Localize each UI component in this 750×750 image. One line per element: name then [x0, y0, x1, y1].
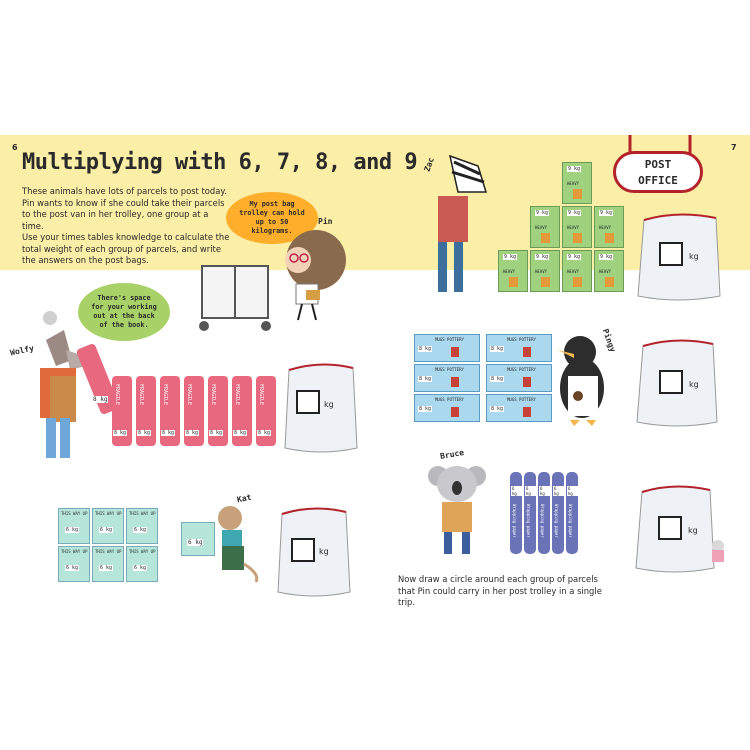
heavy-jar-icon — [541, 233, 550, 243]
kat-parcel-weight: 6 kg — [188, 539, 203, 546]
heavy-label: HEAVY — [599, 269, 612, 274]
roll-label: Wrapping paper — [554, 504, 559, 538]
answer-box-zac[interactable] — [659, 242, 683, 266]
heavy-label: HEAVY — [567, 225, 580, 230]
wrapping-paper-roll — [538, 472, 550, 554]
mugs-parcel-weight: 8 kg — [491, 406, 504, 412]
roll-weight: 6 kg — [567, 486, 578, 496]
heavy-parcel — [498, 250, 528, 292]
answer-box-fragile[interactable] — [296, 390, 320, 414]
post-bag-zac — [636, 208, 722, 304]
this-way-up-parcel-group — [58, 508, 158, 584]
heavy-label: HEAVY — [567, 181, 580, 186]
fragile-label: FRAGILE — [114, 384, 120, 406]
instruction-text: Use your times tables knowledge to calculate the total weight of each group of parcels, and write the answers on the post bags. — [22, 232, 230, 265]
heavy-parcel — [562, 206, 592, 248]
mugs-parcel-weight: 8 kg — [491, 376, 504, 382]
answer-box-kat[interactable] — [291, 538, 315, 562]
heavy-parcel — [562, 250, 592, 292]
this-way-up-label: THIS WAY UP — [61, 511, 88, 516]
kg-unit-kat: kg — [319, 547, 329, 556]
answer-box-bruce[interactable] — [658, 516, 682, 540]
heavy-parcel-weight: 9 kg — [568, 210, 581, 216]
mug-icon — [523, 407, 531, 417]
heavy-parcel-weight: 9 kg — [504, 254, 517, 260]
wrapping-paper-roll — [524, 472, 536, 554]
heavy-parcel — [594, 206, 624, 248]
kat-meerkat-illustration — [208, 500, 268, 584]
this-way-up-label: THIS WAY UP — [95, 549, 122, 554]
mugs-label: MUGS POTTERY — [435, 367, 464, 372]
this-way-up-label: THIS WAY UP — [95, 511, 122, 516]
kg-unit-fragile: kg — [324, 400, 334, 409]
post-bag-kat — [276, 502, 352, 602]
roll-weight: 6 kg — [525, 486, 536, 496]
this-way-up-label: THIS WAY UP — [61, 549, 88, 554]
fragile-parcel — [256, 376, 276, 446]
this-way-up-parcel — [92, 546, 124, 582]
roll-label: Wrapping paper — [526, 504, 531, 538]
fragile-parcel — [112, 376, 132, 446]
fragile-parcel-weight: 8 kg — [234, 430, 247, 436]
mugs-parcel — [486, 394, 552, 422]
roll-weight: 6 kg — [511, 486, 522, 496]
bruce-name-label: Bruce — [439, 447, 465, 462]
fragile-label: FRAGILE — [210, 384, 216, 406]
heavy-label: HEAVY — [535, 225, 548, 230]
fragile-label: FRAGILE — [186, 384, 192, 406]
fragile-label: FRAGILE — [234, 384, 240, 406]
mugs-parcel-weight: 8 kg — [419, 346, 432, 352]
mugs-parcel — [414, 364, 480, 392]
this-way-up-weight: 6 kg — [66, 565, 79, 571]
working-out-text: There's space for your working out at the back of the book. — [91, 294, 157, 329]
heavy-label: HEAVY — [567, 269, 580, 274]
mugs-parcel-weight: 8 kg — [419, 406, 432, 412]
zac-zebra-illustration — [430, 152, 500, 302]
post-office-sign — [613, 151, 703, 193]
this-way-up-label: THIS WAY UP — [129, 511, 156, 516]
wolfy-name-label: Wolfy — [9, 343, 35, 358]
fragile-parcel-weight: 8 kg — [210, 430, 223, 436]
pin-hedgehog-illustration — [276, 224, 346, 324]
bruce-koala-illustration — [424, 460, 490, 560]
mugs-label: MUGS POTTERY — [507, 367, 536, 372]
mug-icon — [451, 377, 459, 387]
heavy-parcel-weight: 9 kg — [568, 254, 581, 260]
this-way-up-label: THIS WAY UP — [129, 549, 156, 554]
wrapping-paper-roll — [510, 472, 522, 554]
fragile-parcel-weight: 8 kg — [114, 430, 127, 436]
heavy-label: HEAVY — [503, 269, 516, 274]
heavy-jar-icon — [573, 189, 582, 199]
fragile-label: FRAGILE — [138, 384, 144, 406]
mug-icon — [451, 347, 459, 357]
heavy-parcel-weight: 9 kg — [600, 210, 613, 216]
fragile-parcel — [232, 376, 252, 446]
mugs-label: MUGS POTTERY — [507, 337, 536, 342]
page-title: Multiplying with 6, 7, 8, and 9 — [22, 150, 418, 175]
post-bag-pingy — [635, 334, 719, 430]
mug-icon — [451, 407, 459, 417]
mouse-illustration — [704, 536, 734, 566]
this-way-up-weight: 6 kg — [66, 527, 79, 533]
mugs-label: MUGS POTTERY — [435, 337, 464, 342]
heavy-parcel — [562, 162, 592, 204]
roll-weight: 6 kg — [553, 486, 564, 496]
fragile-parcel-weight: 8 kg — [138, 430, 151, 436]
this-way-up-weight: 6 kg — [100, 527, 113, 533]
this-way-up-weight: 6 kg — [134, 527, 147, 533]
heavy-jar-icon — [605, 277, 614, 287]
pin-name-label: Pin — [318, 217, 333, 226]
heavy-label: HEAVY — [535, 269, 548, 274]
kg-unit-zac: kg — [689, 252, 699, 261]
mugs-label: MUGS POTTERY — [435, 397, 464, 402]
this-way-up-weight: 6 kg — [100, 565, 113, 571]
intro-text: These animals have lots of parcels to post today. Pin wants to know if she could take their parcels to the post van in her trolley, one group at a time. — [22, 186, 227, 231]
this-way-up-parcel — [58, 546, 90, 582]
heavy-parcel — [530, 250, 560, 292]
heavy-jar-icon — [509, 277, 518, 287]
fragile-parcel-weight: 8 kg — [258, 430, 271, 436]
this-way-up-parcel — [58, 508, 90, 544]
wrapping-paper-roll-group — [510, 472, 586, 554]
mugs-parcel-weight: 8 kg — [491, 346, 504, 352]
heavy-jar-icon — [573, 233, 582, 243]
this-way-up-parcel — [126, 508, 158, 544]
fragile-parcel — [208, 376, 228, 446]
mugs-parcel-weight: 8 kg — [419, 376, 432, 382]
mugs-label: MUGS POTTERY — [507, 397, 536, 402]
mugs-parcel — [486, 364, 552, 392]
kg-unit-pingy: kg — [689, 380, 699, 389]
mugs-parcel — [414, 394, 480, 422]
sign-line-1: POST — [644, 158, 672, 171]
fragile-parcel — [160, 376, 180, 446]
sign-line-2: OFFICE — [638, 174, 678, 187]
post-trolley-illustration — [196, 262, 276, 334]
heavy-parcel — [594, 250, 624, 292]
answer-box-pingy[interactable] — [659, 370, 683, 394]
mug-icon — [523, 377, 531, 387]
fragile-parcels-row — [112, 376, 282, 446]
heavy-parcel-weight: 9 kg — [536, 210, 549, 216]
fragile-parcel-weight: 8 kg — [186, 430, 199, 436]
right-page-number: 7 — [731, 143, 737, 152]
fragile-parcel — [136, 376, 156, 446]
heavy-parcel-group — [498, 162, 626, 292]
heavy-jar-icon — [541, 277, 550, 287]
wrapping-paper-roll — [566, 472, 578, 554]
roll-label: Wrapping paper — [512, 504, 517, 538]
pingy-penguin-illustration — [550, 327, 620, 430]
heavy-parcel-weight: 9 kg — [568, 166, 581, 172]
heavy-parcel — [530, 206, 560, 248]
fragile-parcel — [184, 376, 204, 446]
post-bag-fragile — [283, 358, 359, 458]
mugs-parcel — [486, 334, 552, 362]
mug-icon — [523, 347, 531, 357]
heavy-jar-icon — [573, 277, 582, 287]
fragile-label: FRAGILE — [162, 384, 168, 406]
heavy-parcel-weight: 9 kg — [600, 254, 613, 260]
kg-unit-bruce: kg — [688, 526, 698, 535]
heavy-jar-icon — [605, 233, 614, 243]
roll-label: Wrapping paper — [540, 504, 545, 538]
roll-weight: 6 kg — [539, 486, 550, 496]
this-way-up-weight: 6 kg — [134, 565, 147, 571]
mugs-pottery-parcel-group — [414, 334, 554, 426]
this-way-up-parcel — [92, 508, 124, 544]
wrapping-paper-roll — [552, 472, 564, 554]
heavy-parcel-weight: 9 kg — [536, 254, 549, 260]
this-way-up-parcel — [126, 546, 158, 582]
kat-name-label: Kat — [236, 492, 253, 505]
fragile-label: FRAGILE — [258, 384, 264, 406]
left-page-number: 6 — [12, 143, 18, 152]
zac-name-label: Zac — [422, 156, 436, 173]
fragile-parcel-weight: 8 kg — [162, 430, 175, 436]
fragile-parcel-weight: 8 kg — [93, 396, 108, 403]
circle-instruction-text: Now draw a circle around each group of parcels that Pin could carry in her post trolley in a single trip. — [398, 574, 602, 607]
pingy-name-label: Pingy — [600, 327, 618, 354]
roll-label: Wrapping paper — [568, 504, 573, 538]
heavy-label: HEAVY — [599, 225, 612, 230]
pin-speech-text: My post bag trolley can hold up to 50 kilograms. — [239, 200, 305, 235]
mugs-parcel — [414, 334, 480, 362]
